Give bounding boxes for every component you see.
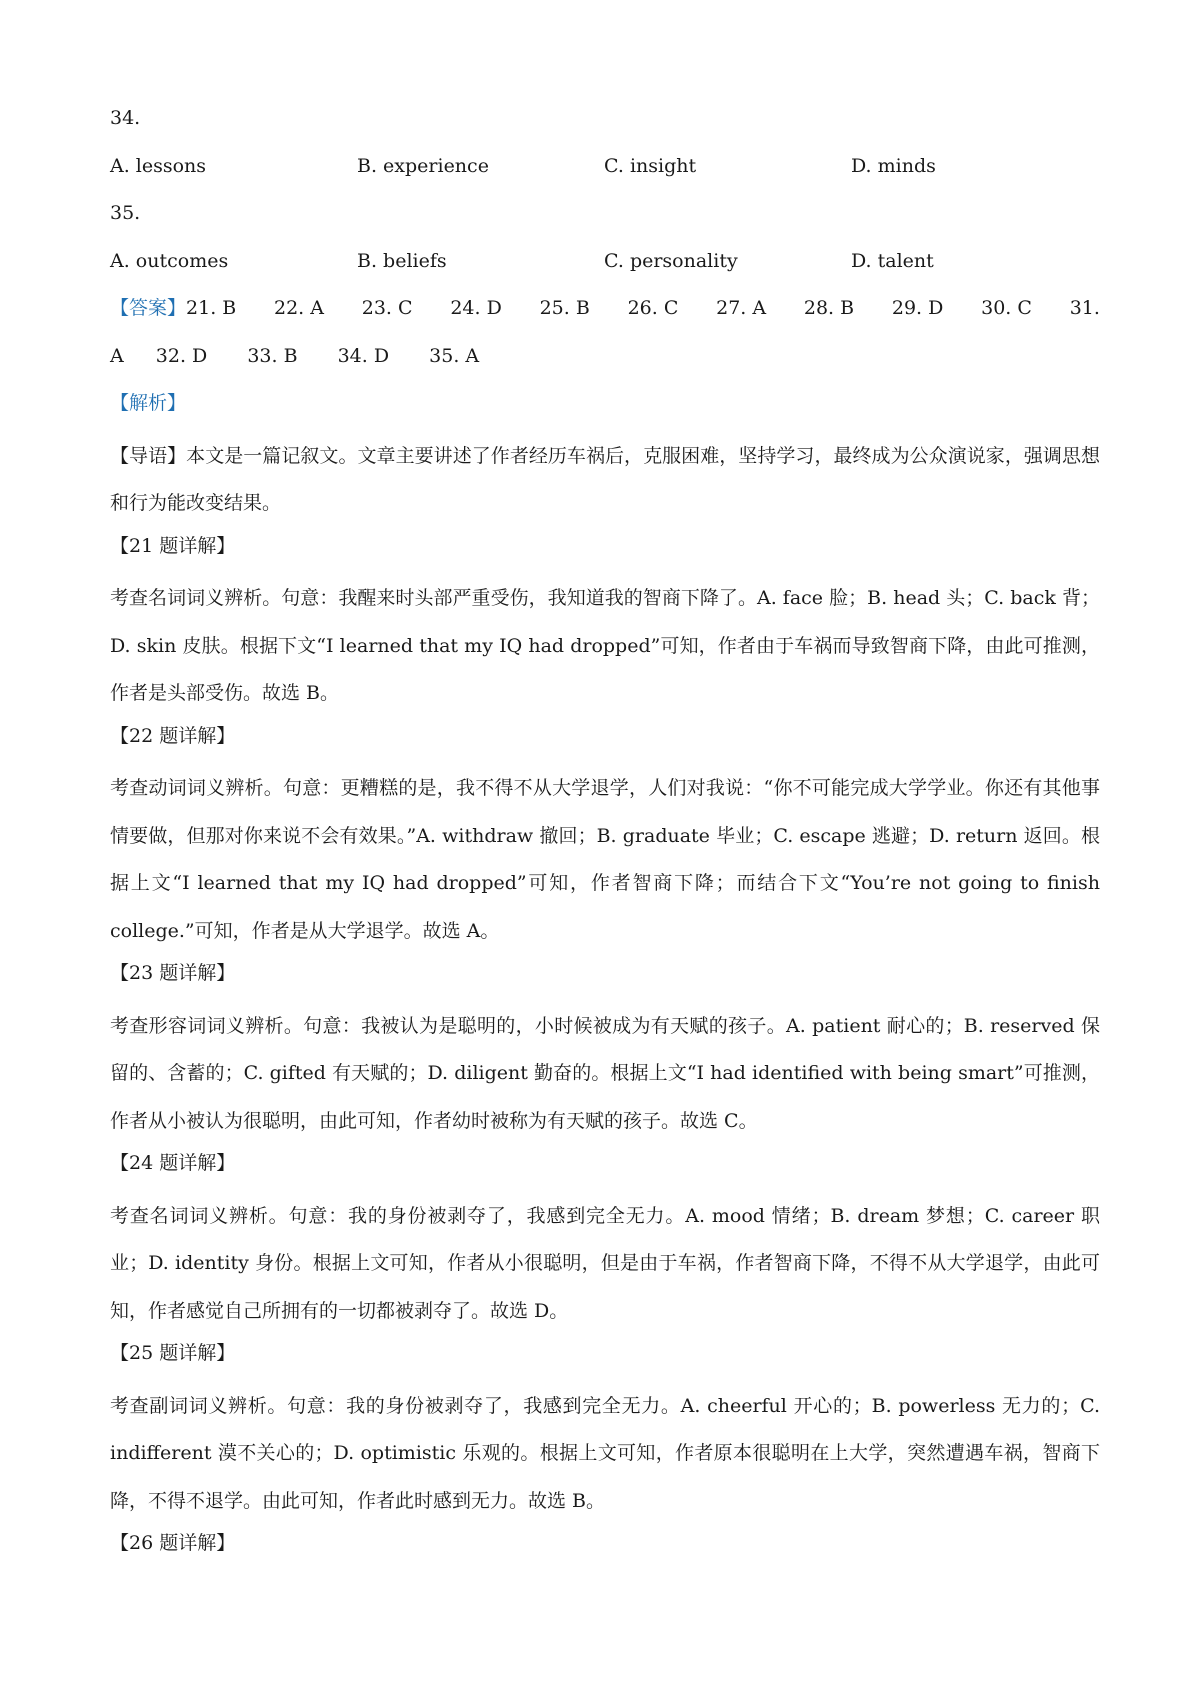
answer-item: 24. D bbox=[450, 297, 502, 319]
detail-text-24: 考查名词词义辨析。句意：我的身份被剥夺了，我感到完全无力。A. mood 情绪；B. dream 梦想；C. career 职业；D. identity 身份。根据上文可知，作者从小很聪明，但是由于车祸，作者智商下降，不得不从大学退学，由此可知，作者感觉自己所拥有的一切都被剥夺了。故选 D。 bbox=[110, 1204, 1100, 1322]
detail-text-22: 考查动词词义辨析。句意：更糟糕的是，我不得不从大学退学，人们对我说：“你不可能完成大学学业。你还有其他事情要做，但那对你来说不会有效果。”A. withdraw 撤回；B. graduate 毕业；C. escape 逃避；D. return 返回。根据上文“I learned that my IQ had dropped”可知，作者智商下降；而结合下文“You’re not going to finish college.”可知，作者是从大学退学。故选 A。 bbox=[110, 777, 1100, 942]
detail-heading-26: 【26 题详解】 bbox=[110, 1532, 236, 1554]
answer-item: 26. C bbox=[627, 297, 679, 319]
question-35-options bbox=[110, 243, 1100, 291]
detail-heading-22: 【22 题详解】 bbox=[110, 724, 236, 747]
detail-text-21: 考查名词词义辨析。句意：我醒来时头部严重受伤，我知道我的智商下降了。A. face 脸；B. head 头；C. back 背；D. skin 皮肤。根据下文“I learned that my IQ had dropped”可知，作者由于车祸而导致智商下降，由此可推测，作者是头部受伤。故选 B。 bbox=[110, 587, 1100, 704]
answer-item: 30. C bbox=[981, 297, 1032, 319]
answer-item: 27. A bbox=[716, 297, 767, 319]
answer-item: A bbox=[110, 344, 124, 367]
answer-item: 23. C bbox=[361, 297, 413, 319]
answer-item: 25. B bbox=[539, 297, 590, 319]
answer-item: 22. A bbox=[274, 297, 324, 319]
answer-row-1 bbox=[110, 290, 1100, 338]
detail-heading-25: 【25 题详解】 bbox=[110, 1342, 236, 1364]
answer-item: 35. A bbox=[429, 344, 480, 367]
intro-paragraph: 【导语】本文是一篇记叙文。文章主要讲述了作者经历车祸后，克服困难，坚持学习，最终成为公众演说家，强调思想和行为能改变结果。 bbox=[110, 444, 1100, 514]
analysis-label: 【解析】 bbox=[110, 392, 187, 414]
detail-text-25: 考查副词词义辨析。句意：我的身份被剥夺了，我感到完全无力。A. cheerful 开心的；B. powerless 无力的；C. indifferent 漠不关心的；D. optimistic 乐观的。根据上文可知，作者原本很聪明在上大学，突然遭遇车祸，智商下降，不得不退学。由此可知，作者此时感到无力。故选 B。 bbox=[110, 1394, 1100, 1512]
answer-item: 28. B bbox=[803, 297, 855, 319]
detail-heading-21: 【21 题详解】 bbox=[110, 534, 236, 557]
answer-label: 【答案】 bbox=[110, 297, 187, 319]
answer-item: 31. bbox=[1069, 297, 1100, 319]
answer-item: 32. D bbox=[155, 344, 208, 367]
option-a: A. lessons bbox=[110, 154, 207, 177]
answer-item: 29. D bbox=[891, 297, 944, 319]
document-page bbox=[110, 100, 1100, 1573]
question-35-number: 35. bbox=[110, 202, 141, 224]
answer-row-2 bbox=[110, 338, 1100, 386]
question-34-number: 34. bbox=[110, 107, 141, 129]
detail-heading-23: 【23 题详解】 bbox=[110, 962, 236, 984]
option-d: D. talent bbox=[851, 249, 934, 272]
option-c: C. personality bbox=[604, 249, 738, 272]
option-d: D. minds bbox=[851, 154, 936, 177]
detail-heading-24: 【24 题详解】 bbox=[110, 1152, 236, 1174]
answer-item: 33. B bbox=[247, 344, 298, 367]
answer-item: 21. B bbox=[186, 297, 237, 319]
detail-text-23: 考查形容词词义辨析。句意：我被认为是聪明的，小时候被成为有天赋的孩子。A. patient 耐心的；B. reserved 保留的、含蓄的；C. gifted 有天赋的；D. diligent 勤奋的。根据上文“I had identified with being smart”可推测，作者从小被认为很聪明，由此可知，作者幼时被称为有天赋的孩子。故选 C。 bbox=[110, 1014, 1100, 1132]
answer-item: 34. D bbox=[337, 344, 390, 367]
option-b: B. experience bbox=[357, 154, 489, 177]
option-b: B. beliefs bbox=[357, 249, 447, 272]
question-34-options bbox=[110, 148, 1100, 196]
option-c: C. insight bbox=[604, 154, 697, 177]
option-a: A. outcomes bbox=[110, 249, 229, 272]
